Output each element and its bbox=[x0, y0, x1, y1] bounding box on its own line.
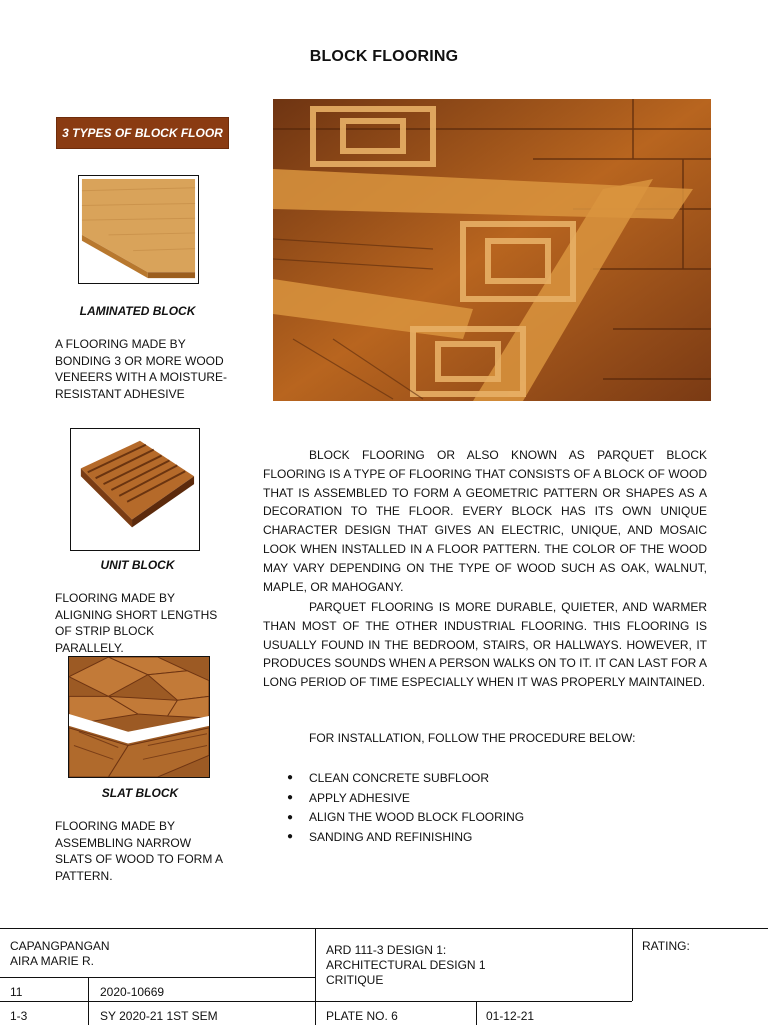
slat-block-caption: SLAT BLOCK bbox=[101, 786, 179, 800]
student-name bbox=[4, 935, 304, 973]
student-number: 11 bbox=[10, 985, 23, 999]
course-topic: CRITIQUE bbox=[326, 973, 384, 987]
laminated-block-image bbox=[78, 175, 199, 284]
durability-paragraph: PARQUET FLOORING IS MORE DURABLE, QUIETER, AND WARMER THAN MOST OF THE OTHER INDUSTRIAL FLOORING. THIS FLOORING IS USUALLY FOUND IN THE BEDROOM, STAIRS, OR HALLWAYS. HOWEVER, IT PRODUCES SOUNDS WHEN A PERSON WALKS ON TO IT. IT CAN LAST FOR A LONG PERIOD OF TIME ESPECIALLY WHEN IT WAS PROPERLY MAINTAINED. bbox=[263, 600, 707, 690]
student-surname: CAPANGPANGAN bbox=[10, 939, 110, 953]
procedure-steps bbox=[287, 768, 524, 847]
list-item bbox=[287, 768, 524, 788]
list-item bbox=[287, 827, 524, 847]
bullet-icon: ● bbox=[287, 811, 294, 823]
page-title: BLOCK FLOORING bbox=[309, 48, 459, 65]
list-item bbox=[287, 807, 524, 827]
plate-date: 01-12-21 bbox=[486, 1009, 535, 1023]
plate-number: PLATE NO. 6 bbox=[326, 1009, 398, 1023]
laminated-block-caption: LAMINATED BLOCK bbox=[79, 304, 196, 318]
student-id: 2020-10669 bbox=[100, 985, 165, 999]
rating-label: RATING: bbox=[642, 939, 690, 953]
slat-block-description: FLOORING MADE BY ASSEMBLING NARROW SLATS OF WOOD TO FORM A PATTERN. bbox=[55, 819, 223, 883]
step-text: CLEAN CONCRETE SUBFLOOR bbox=[309, 770, 490, 785]
bullet-icon: ● bbox=[287, 772, 294, 784]
student-given-name: AIRA MARIE R. bbox=[10, 954, 95, 968]
procedure-intro: FOR INSTALLATION, FOLLOW THE PROCEDURE BELOW: bbox=[309, 731, 636, 745]
slat-block-image bbox=[68, 656, 210, 778]
bullet-icon: ● bbox=[287, 831, 294, 843]
course-title: ARCHITECTURAL DESIGN 1 bbox=[326, 958, 486, 972]
laminated-block-description: A FLOORING MADE BY BONDING 3 OR MORE WOOD VENEERS WITH A MOISTURE-RESISTANT ADHESIVE bbox=[55, 337, 228, 401]
course-code: ARD 111-3 DESIGN 1: bbox=[326, 943, 447, 957]
section: 1-3 bbox=[10, 1009, 28, 1023]
types-banner: 3 TYPES OF BLOCK FLOOR bbox=[56, 117, 229, 149]
intro-paragraph: BLOCK FLOORING OR ALSO KNOWN AS PARQUET BLOCK FLOORING IS A TYPE OF FLOORING THAT CONSISTS OF A BLOCK OF WOOD THAT IS ASSEMBLED TO FORM A GEOMETRIC PATTERN OR SHAPES AS A DECORATION TO THE FLOOR. EVERY BLOCK HAS ITS OWN UNIQUE CHARACTER DESIGN THAT GIVES AN ELECTRIC, UNIQUE, AND MOSAIC LOOK WHEN INSTALLED IN A FLOOR PATTERN. THE COLOR OF THE WOOD MAY VARY DEPENDING ON THE TYPE OF WOOD SUCH AS OAK, WALNUT, MAPLE, OR MAHOGANY. bbox=[263, 448, 707, 594]
course-info bbox=[320, 939, 620, 992]
unit-block-caption: UNIT BLOCK bbox=[100, 558, 175, 572]
bullet-icon: ● bbox=[287, 792, 294, 804]
step-text: APPLY ADHESIVE bbox=[309, 790, 410, 805]
parquet-floor-photo bbox=[273, 99, 711, 401]
unit-block-image bbox=[70, 428, 200, 551]
school-year: SY 2020-21 1ST SEM bbox=[100, 1009, 218, 1023]
step-text: SANDING AND REFINISHING bbox=[309, 829, 473, 844]
title-block bbox=[0, 928, 768, 1024]
list-item bbox=[287, 788, 524, 808]
unit-block-description: FLOORING MADE BY ALIGNING SHORT LENGTHS OF STRIP BLOCK PARALLELY. bbox=[55, 591, 218, 655]
step-text: ALIGN THE WOOD BLOCK FLOORING bbox=[309, 810, 525, 825]
